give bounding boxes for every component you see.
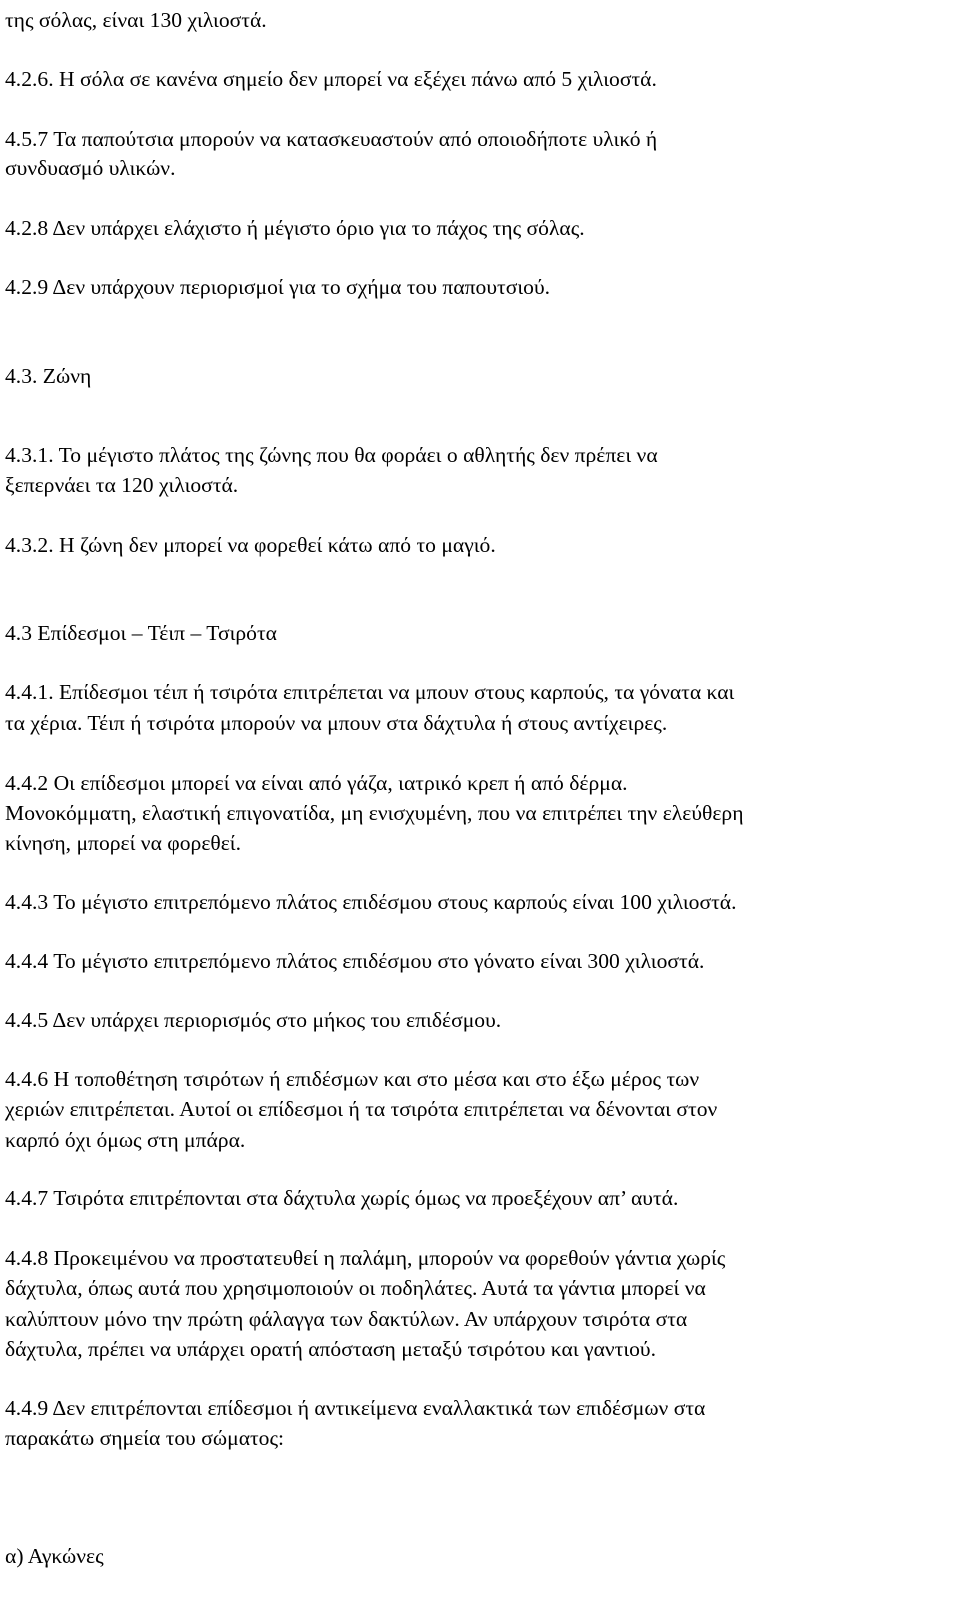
text-line: 4.4.6 Η τοποθέτηση τσιρότων ή επιδέσμων και στο μέσα και στο έξω μέρος των	[5, 1067, 700, 1091]
text-line: 4.2.6. Η σόλα σε κανένα σημείο δεν μπορεί να εξέχει πάνω από 5 χιλιοστά.	[5, 67, 657, 91]
text-line: 4.4.4 Το μέγιστο επιτρεπόμενο πλάτος επιδέσμου στο γόνατο είναι 300 χιλιοστά.	[5, 949, 705, 973]
text-line: Μονοκόμματη, ελαστική επιγονατίδα, μη ενισχυμένη, που να επιτρέπει την ελεύθερη	[5, 801, 744, 825]
text-line: 4.4.8 Προκειμένου να προστατευθεί η παλάμη, μπορούν να φορεθούν γάντια χωρίς	[5, 1246, 726, 1270]
text-line: 4.3.1. Το μέγιστο πλάτος της ζώνης που θα φοράει ο αθλητής δεν πρέπει να	[5, 443, 658, 467]
text-line: 4.4.9 Δεν επιτρέπονται επίδεσμοι ή αντικείμενα εναλλακτικά των επιδέσμων στα	[5, 1396, 706, 1420]
text-line: της σόλας, είναι 130 χιλιοστά.	[5, 8, 267, 32]
text-line: ξεπερνάει τα 120 χιλιοστά.	[5, 473, 239, 497]
text-line: κίνηση, μπορεί να φορεθεί.	[5, 831, 242, 855]
text-line: καλύπτουν μόνο την πρώτη φάλαγγα των δακτύλων. Αν υπάρχουν τσιρότα στα	[5, 1307, 688, 1331]
text-line: δάχτυλα, όπως αυτά που χρησιμοποιούν οι ποδηλάτες. Αυτά τα γάντια μπορεί να	[5, 1276, 706, 1300]
text-line: καρπό όχι όμως στη μπάρα.	[5, 1128, 246, 1152]
text-line: τα χέρια. Τέιπ ή τσιρότα μπορούν να μπουν στα δάχτυλα ή στους αντίχειρες.	[5, 711, 668, 735]
text-line: 4.4.7 Τσιρότα επιτρέπονται στα δάχτυλα χωρίς όμως να προεξέχουν απ’ αυτά.	[5, 1186, 679, 1210]
text-line: 4.4.1. Επίδεσμοι τέιπ ή τσιρότα επιτρέπεται να μπουν στους καρπούς, τα γόνατα και	[5, 680, 735, 704]
section-heading: 4.3. Ζώνη	[5, 364, 92, 388]
text-line: χεριών επιτρέπεται. Αυτοί οι επίδεσμοι ή τα τσιρότα επιτρέπεται να δένονται στον	[5, 1097, 718, 1121]
text-line: 4.4.3 Το μέγιστο επιτρεπόμενο πλάτος επιδέσμου στους καρπούς είναι 100 χιλιοστά.	[5, 890, 737, 914]
text-line: 4.2.8 Δεν υπάρχει ελάχιστο ή μέγιστο όριο για το πάχος της σόλας.	[5, 216, 585, 240]
text-line: 4.4.5 Δεν υπάρχει περιορισμός στο μήκος του επιδέσμου.	[5, 1008, 502, 1032]
text-line: δάχτυλα, πρέπει να υπάρχει ορατή απόσταση μεταξύ τσιρότου και γαντιού.	[5, 1337, 657, 1361]
text-line: 4.4.2 Οι επίδεσμοι μπορεί να είναι από γάζα, ιατρικό κρεπ ή από δέρμα.	[5, 771, 628, 795]
list-item: α) Αγκώνες	[5, 1544, 104, 1568]
text-line: συνδυασμό υλικών.	[5, 156, 176, 180]
section-heading: 4.3 Επίδεσμοι – Τέιπ – Τσιρότα	[5, 621, 277, 645]
text-line: παρακάτω σημεία του σώματος:	[5, 1426, 285, 1450]
text-line: 4.2.9 Δεν υπάρχουν περιορισμοί για το σχήμα του παπουτσιού.	[5, 275, 551, 299]
text-line: 4.3.2. Η ζώνη δεν μπορεί να φορεθεί κάτω από το μαγιό.	[5, 533, 496, 557]
text-line: 4.5.7 Τα παπούτσια μπορούν να κατασκευαστούν από οποιοδήποτε υλικό ή	[5, 127, 658, 151]
